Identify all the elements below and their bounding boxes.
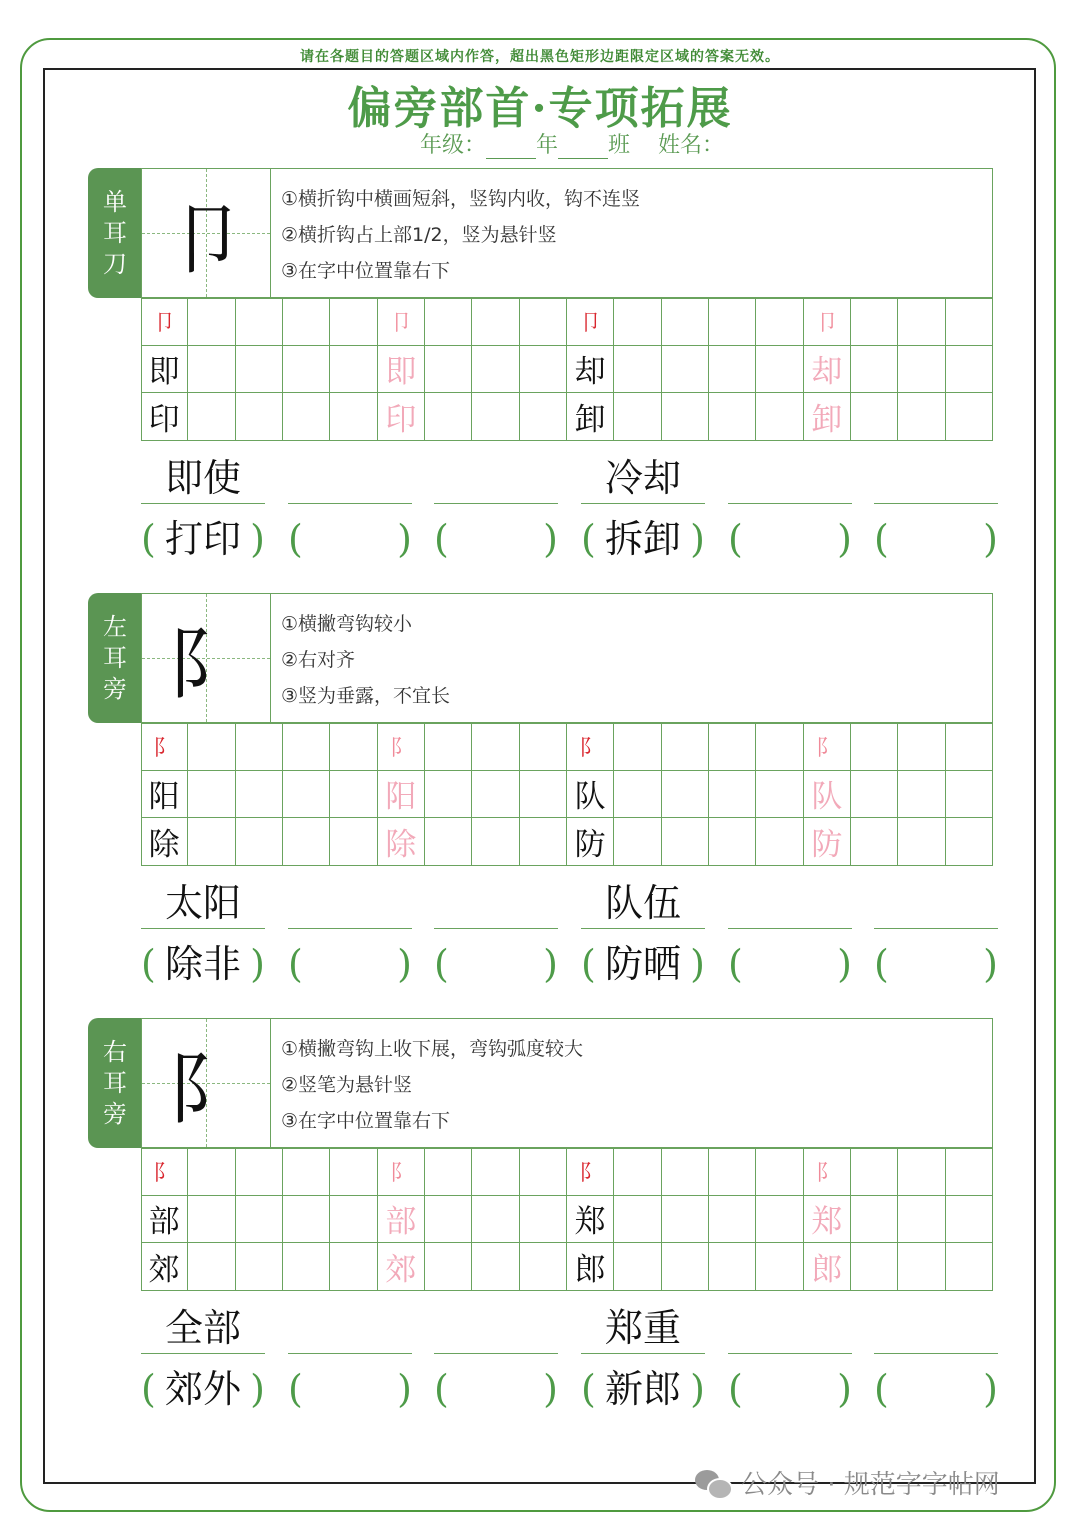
- grid-cell[interactable]: [898, 346, 945, 394]
- grid-cell[interactable]: [520, 1196, 567, 1244]
- grid-cell[interactable]: [946, 723, 993, 771]
- grid-cell[interactable]: [330, 1148, 377, 1196]
- right-paren: ): [837, 1367, 852, 1411]
- grid-cell[interactable]: [330, 1196, 377, 1244]
- word-blank[interactable]: [434, 453, 558, 504]
- grid-cell[interactable]: [709, 298, 756, 346]
- paren-word: 拆卸: [604, 517, 681, 561]
- grid-cell[interactable]: [662, 723, 709, 771]
- grid-cell[interactable]: 队: [567, 771, 614, 819]
- grid-cell[interactable]: [662, 1243, 709, 1291]
- grid-cell[interactable]: [188, 818, 235, 866]
- word-blank[interactable]: [434, 878, 558, 929]
- word-blank[interactable]: [874, 453, 998, 504]
- left-paren: (: [581, 942, 596, 986]
- grid-cell[interactable]: [614, 723, 661, 771]
- grid-cell[interactable]: [851, 818, 898, 866]
- grid-cell[interactable]: [472, 818, 519, 866]
- left-paren: (: [728, 942, 743, 986]
- grid-cell[interactable]: [283, 298, 330, 346]
- grid-cell[interactable]: [520, 393, 567, 441]
- practice-section: [0, 168, 1080, 588]
- grid-cell[interactable]: [662, 1148, 709, 1196]
- right-paren: ): [690, 517, 705, 561]
- grid-cell[interactable]: [662, 1196, 709, 1244]
- grid-cell[interactable]: 卩: [804, 298, 851, 346]
- grid-cell[interactable]: [614, 1148, 661, 1196]
- paren-blank[interactable]: [434, 509, 558, 569]
- grid-cell[interactable]: [330, 723, 377, 771]
- paren-word: 除非: [164, 942, 241, 986]
- right-paren: ): [250, 517, 265, 561]
- tip-line: ②竖笔为悬针竖: [281, 1074, 413, 1096]
- grid-cell[interactable]: 郎: [567, 1243, 614, 1291]
- grid-cell[interactable]: [851, 1243, 898, 1291]
- grid-cell[interactable]: [330, 346, 377, 394]
- grid-cell[interactable]: [946, 818, 993, 866]
- paren-word: 新郎: [604, 1367, 681, 1411]
- wechat-icon: [695, 1468, 731, 1498]
- grid-cell[interactable]: [898, 1148, 945, 1196]
- word-blank[interactable]: [728, 453, 852, 504]
- right-paren: ): [837, 517, 852, 561]
- grid-cell[interactable]: 卸: [804, 393, 851, 441]
- grid-cell[interactable]: [946, 393, 993, 441]
- grid-cell[interactable]: [662, 298, 709, 346]
- grid-cell[interactable]: [946, 1196, 993, 1244]
- word-blank[interactable]: [874, 878, 998, 929]
- grid-cell[interactable]: [614, 771, 661, 819]
- grid-cell[interactable]: 阝: [567, 1148, 614, 1196]
- grid-cell[interactable]: [236, 1196, 283, 1244]
- grid-cell[interactable]: [425, 1148, 472, 1196]
- grid-cell[interactable]: 卩: [567, 298, 614, 346]
- grid-cell[interactable]: [188, 723, 235, 771]
- paren-word: 郊外: [164, 1367, 241, 1411]
- radical-demo-char: 阝: [166, 620, 245, 710]
- left-paren: (: [434, 1367, 449, 1411]
- practice-grid: [141, 298, 993, 441]
- left-paren: (: [434, 517, 449, 561]
- word-blank[interactable]: [288, 453, 412, 504]
- grid-cell[interactable]: 阝: [567, 723, 614, 771]
- grid-cell[interactable]: [614, 298, 661, 346]
- word-practice: [0, 878, 1080, 1008]
- left-paren: (: [288, 517, 303, 561]
- tip-line: ③在字中位置靠右下: [281, 1110, 451, 1132]
- grid-cell[interactable]: [425, 1243, 472, 1291]
- paren-blank: [581, 934, 705, 994]
- grid-cell[interactable]: [188, 346, 235, 394]
- grid-cell[interactable]: [425, 818, 472, 866]
- grid-cell[interactable]: [236, 1243, 283, 1291]
- grid-cell[interactable]: [425, 1196, 472, 1244]
- grid-cell[interactable]: [236, 346, 283, 394]
- watermark-text: 公众号 · 规范字字帖网: [741, 1470, 1000, 1500]
- grid-cell[interactable]: [614, 393, 661, 441]
- grid-cell[interactable]: 印: [378, 393, 425, 441]
- grid-cell[interactable]: [520, 723, 567, 771]
- word-blank: 队伍: [581, 878, 705, 929]
- grid-cell[interactable]: [283, 1196, 330, 1244]
- left-paren: (: [288, 942, 303, 986]
- tip-line: ③在字中位置靠右下: [281, 260, 451, 282]
- grid-cell[interactable]: 阝: [141, 723, 188, 771]
- grid-cell[interactable]: [614, 346, 661, 394]
- grid-cell[interactable]: 即: [141, 346, 188, 394]
- right-paren: ): [397, 1367, 412, 1411]
- grid-cell[interactable]: [662, 818, 709, 866]
- grid-cell[interactable]: [662, 346, 709, 394]
- paren-blank[interactable]: [874, 934, 998, 994]
- grid-cell[interactable]: [283, 393, 330, 441]
- grid-cell[interactable]: [520, 818, 567, 866]
- right-paren: ): [983, 517, 998, 561]
- grid-cell[interactable]: [236, 723, 283, 771]
- grid-cell[interactable]: [709, 1148, 756, 1196]
- writing-tips: [270, 1018, 993, 1148]
- student-info: [420, 128, 724, 159]
- paren-blank: [581, 1359, 705, 1419]
- left-paren: (: [874, 517, 889, 561]
- grid-cell[interactable]: [756, 1148, 803, 1196]
- word-blank: 郑重: [581, 1303, 705, 1354]
- grid-cell[interactable]: [520, 346, 567, 394]
- word-blank: 太阳: [141, 878, 265, 929]
- grid-cell[interactable]: [330, 393, 377, 441]
- year-label: 年: [536, 133, 559, 158]
- grid-cell[interactable]: [520, 771, 567, 819]
- tip-line: ①横折钩中横画短斜，竖钩内收，钩不连竖: [281, 188, 641, 210]
- right-paren: ): [397, 517, 412, 561]
- right-paren: ): [397, 942, 412, 986]
- tip-line: ③竖为垂露，不宜长: [281, 685, 451, 707]
- tip-line: ②右对齐: [281, 649, 356, 671]
- grid-cell[interactable]: [472, 1148, 519, 1196]
- grid-cell[interactable]: [898, 1243, 945, 1291]
- tab-char: 单: [103, 187, 127, 216]
- grid-cell[interactable]: [946, 1148, 993, 1196]
- grid-cell[interactable]: 郑: [567, 1196, 614, 1244]
- grid-cell[interactable]: [472, 393, 519, 441]
- tab-char: 耳: [103, 643, 127, 672]
- tip-line: ②横折钩占上部1/2，竖为悬针竖: [281, 224, 557, 246]
- grid-cell[interactable]: [851, 1148, 898, 1196]
- grid-cell[interactable]: 阝: [804, 1148, 851, 1196]
- grade-blank[interactable]: [486, 158, 536, 159]
- grid-cell[interactable]: [898, 818, 945, 866]
- tip-line: ①横撇弯钩上收下展，弯钩弧度较大: [281, 1038, 584, 1060]
- paren-blank[interactable]: [288, 509, 412, 569]
- practice-grid: [141, 1148, 993, 1291]
- grid-cell[interactable]: 阝: [141, 1148, 188, 1196]
- grid-cell[interactable]: [188, 771, 235, 819]
- grid-cell[interactable]: [709, 723, 756, 771]
- paren-blank[interactable]: [288, 934, 412, 994]
- grid-cell[interactable]: [756, 393, 803, 441]
- word-blank: 即使: [141, 453, 265, 504]
- grid-cell[interactable]: 郊: [141, 1243, 188, 1291]
- grid-cell[interactable]: 阳: [141, 771, 188, 819]
- paren-blank: [581, 509, 705, 569]
- radical-demo-box: [141, 168, 271, 298]
- left-paren: (: [728, 1367, 743, 1411]
- right-paren: ): [983, 942, 998, 986]
- writing-tips: [270, 168, 993, 298]
- word-blank[interactable]: [288, 1303, 412, 1354]
- grid-cell[interactable]: [851, 346, 898, 394]
- paren-blank: [141, 1359, 265, 1419]
- grid-cell[interactable]: [236, 298, 283, 346]
- left-paren: (: [288, 1367, 303, 1411]
- left-paren: (: [581, 1367, 596, 1411]
- grid-cell[interactable]: [472, 723, 519, 771]
- paren-blank[interactable]: [728, 509, 852, 569]
- grid-cell[interactable]: [946, 298, 993, 346]
- word-blank[interactable]: [728, 878, 852, 929]
- radical-demo-char: 阝: [166, 1045, 245, 1135]
- grid-cell[interactable]: [472, 346, 519, 394]
- grid-cell[interactable]: [756, 771, 803, 819]
- paren-blank[interactable]: [874, 1359, 998, 1419]
- left-paren: (: [141, 1367, 156, 1411]
- grid-cell[interactable]: 部: [378, 1196, 425, 1244]
- grid-cell[interactable]: [472, 1196, 519, 1244]
- grid-cell[interactable]: 卩: [141, 298, 188, 346]
- paren-blank[interactable]: [728, 1359, 852, 1419]
- practice-section: [0, 1018, 1080, 1438]
- grid-cell[interactable]: [472, 771, 519, 819]
- grid-cell[interactable]: 郎: [804, 1243, 851, 1291]
- grid-cell[interactable]: [709, 1243, 756, 1291]
- grid-cell[interactable]: 郑: [804, 1196, 851, 1244]
- word-blank[interactable]: [728, 1303, 852, 1354]
- grid-cell[interactable]: [283, 346, 330, 394]
- grid-cell[interactable]: 除: [141, 818, 188, 866]
- paren-blank[interactable]: [288, 1359, 412, 1419]
- grid-cell[interactable]: [283, 723, 330, 771]
- tab-char: 右: [103, 1037, 127, 1066]
- grid-cell[interactable]: [898, 393, 945, 441]
- grid-cell[interactable]: [614, 1196, 661, 1244]
- grid-cell[interactable]: [662, 393, 709, 441]
- grid-cell[interactable]: [709, 346, 756, 394]
- grid-cell[interactable]: 阝: [378, 723, 425, 771]
- right-paren: ): [983, 1367, 998, 1411]
- word-blank[interactable]: [434, 1303, 558, 1354]
- grid-cell[interactable]: [188, 1148, 235, 1196]
- grid-cell[interactable]: 阝: [378, 1148, 425, 1196]
- practice-section: [0, 593, 1080, 1013]
- grid-cell[interactable]: [898, 1196, 945, 1244]
- writing-tips: [270, 593, 993, 723]
- grid-cell[interactable]: [756, 1196, 803, 1244]
- tab-char: 刀: [103, 249, 127, 278]
- radical-demo-box: [141, 593, 271, 723]
- grid-cell[interactable]: [851, 723, 898, 771]
- right-paren: ): [543, 942, 558, 986]
- right-paren: ): [543, 1367, 558, 1411]
- grid-cell[interactable]: 却: [567, 346, 614, 394]
- grid-cell[interactable]: [756, 346, 803, 394]
- right-paren: ): [250, 942, 265, 986]
- grid-cell[interactable]: [188, 298, 235, 346]
- grid-cell[interactable]: [425, 346, 472, 394]
- grid-cell[interactable]: 卸: [567, 393, 614, 441]
- section-tab: [88, 1018, 142, 1148]
- radical-demo-box: [141, 1018, 271, 1148]
- left-paren: (: [434, 942, 449, 986]
- grid-cell[interactable]: [188, 1196, 235, 1244]
- grid-cell[interactable]: [709, 771, 756, 819]
- grid-cell[interactable]: [236, 1148, 283, 1196]
- paren-blank: [141, 509, 265, 569]
- word-blank: 全部: [141, 1303, 265, 1354]
- section-tab: [88, 168, 142, 298]
- grid-cell[interactable]: [756, 723, 803, 771]
- grid-cell[interactable]: [330, 818, 377, 866]
- paren-blank[interactable]: [434, 934, 558, 994]
- class-blank[interactable]: [558, 158, 608, 159]
- tab-char: 耳: [103, 218, 127, 247]
- grid-cell[interactable]: [472, 298, 519, 346]
- paren-blank: [141, 934, 265, 994]
- watermark: [695, 1464, 1000, 1501]
- grid-cell[interactable]: [756, 818, 803, 866]
- left-paren: (: [874, 942, 889, 986]
- grid-cell[interactable]: [330, 298, 377, 346]
- grade-label: 年级：: [420, 133, 487, 158]
- left-paren: (: [141, 942, 156, 986]
- grid-cell[interactable]: [898, 298, 945, 346]
- grid-cell[interactable]: 即: [378, 346, 425, 394]
- grid-cell[interactable]: [188, 393, 235, 441]
- grid-cell[interactable]: 除: [378, 818, 425, 866]
- grid-cell[interactable]: [425, 771, 472, 819]
- name-label: 姓名：: [658, 133, 725, 158]
- grid-cell[interactable]: [520, 1243, 567, 1291]
- grid-cell[interactable]: [283, 1148, 330, 1196]
- grid-cell[interactable]: [851, 1196, 898, 1244]
- grid-cell[interactable]: [520, 1148, 567, 1196]
- grid-cell[interactable]: 部: [141, 1196, 188, 1244]
- grid-cell[interactable]: [709, 393, 756, 441]
- section-tab: [88, 593, 142, 723]
- word-blank[interactable]: [288, 878, 412, 929]
- grid-cell[interactable]: [472, 1243, 519, 1291]
- grid-cell[interactable]: 印: [141, 393, 188, 441]
- grid-cell[interactable]: [283, 818, 330, 866]
- grid-cell[interactable]: 防: [567, 818, 614, 866]
- tab-char: 左: [103, 612, 127, 641]
- grid-cell[interactable]: [898, 771, 945, 819]
- word-practice: [0, 453, 1080, 583]
- grid-cell[interactable]: [236, 393, 283, 441]
- grid-cell[interactable]: [946, 1243, 993, 1291]
- grid-cell[interactable]: [851, 298, 898, 346]
- word-practice: [0, 1303, 1080, 1433]
- grid-cell[interactable]: 防: [804, 818, 851, 866]
- tab-char: 旁: [103, 1099, 127, 1128]
- class-label: 班: [608, 133, 631, 158]
- paren-word: 防晒: [604, 942, 681, 986]
- right-paren: ): [543, 517, 558, 561]
- grid-cell[interactable]: [283, 1243, 330, 1291]
- left-paren: (: [581, 517, 596, 561]
- grid-cell[interactable]: 卩: [378, 298, 425, 346]
- tab-char: 旁: [103, 674, 127, 703]
- grid-cell[interactable]: [614, 818, 661, 866]
- grid-cell[interactable]: 队: [804, 771, 851, 819]
- grid-cell[interactable]: [662, 771, 709, 819]
- practice-grid: [141, 723, 993, 866]
- grid-cell[interactable]: 郊: [378, 1243, 425, 1291]
- right-paren: ): [250, 1367, 265, 1411]
- page-title: 偏旁部首·专项拓展: [347, 83, 733, 134]
- grid-cell[interactable]: [756, 1243, 803, 1291]
- grid-cell[interactable]: [709, 818, 756, 866]
- left-paren: (: [141, 517, 156, 561]
- left-paren: (: [728, 517, 743, 561]
- notice-text: 请在各题目的答题区域内作答，超出黑色矩形边距限定区域的答案无效。: [300, 49, 780, 65]
- radical-demo-char: 卩: [166, 195, 245, 285]
- paren-blank[interactable]: [728, 934, 852, 994]
- grid-cell[interactable]: 阳: [378, 771, 425, 819]
- grid-cell[interactable]: [898, 723, 945, 771]
- grid-cell[interactable]: [425, 723, 472, 771]
- tab-char: 耳: [103, 1068, 127, 1097]
- paren-word: 打印: [164, 517, 241, 561]
- grid-cell[interactable]: 阝: [804, 723, 851, 771]
- grid-cell[interactable]: [851, 393, 898, 441]
- grid-cell[interactable]: [756, 298, 803, 346]
- word-blank: 冷却: [581, 453, 705, 504]
- grid-cell[interactable]: [283, 771, 330, 819]
- grid-cell[interactable]: 却: [804, 346, 851, 394]
- right-paren: ): [690, 1367, 705, 1411]
- grid-cell[interactable]: [851, 771, 898, 819]
- grid-cell[interactable]: [946, 771, 993, 819]
- right-paren: ): [690, 942, 705, 986]
- grid-cell[interactable]: [330, 771, 377, 819]
- paren-blank[interactable]: [434, 1359, 558, 1419]
- word-blank[interactable]: [874, 1303, 998, 1354]
- grid-cell[interactable]: [425, 393, 472, 441]
- grid-cell[interactable]: [946, 346, 993, 394]
- grid-cell[interactable]: [330, 1243, 377, 1291]
- tip-line: ①横撇弯钩较小: [281, 613, 413, 635]
- right-paren: ): [837, 942, 852, 986]
- grid-cell[interactable]: [188, 1243, 235, 1291]
- grid-cell[interactable]: [520, 298, 567, 346]
- grid-cell[interactable]: [425, 298, 472, 346]
- left-paren: (: [874, 1367, 889, 1411]
- grid-cell[interactable]: [236, 771, 283, 819]
- grid-cell[interactable]: [614, 1243, 661, 1291]
- grid-cell[interactable]: [236, 818, 283, 866]
- paren-blank[interactable]: [874, 509, 998, 569]
- grid-cell[interactable]: [709, 1196, 756, 1244]
